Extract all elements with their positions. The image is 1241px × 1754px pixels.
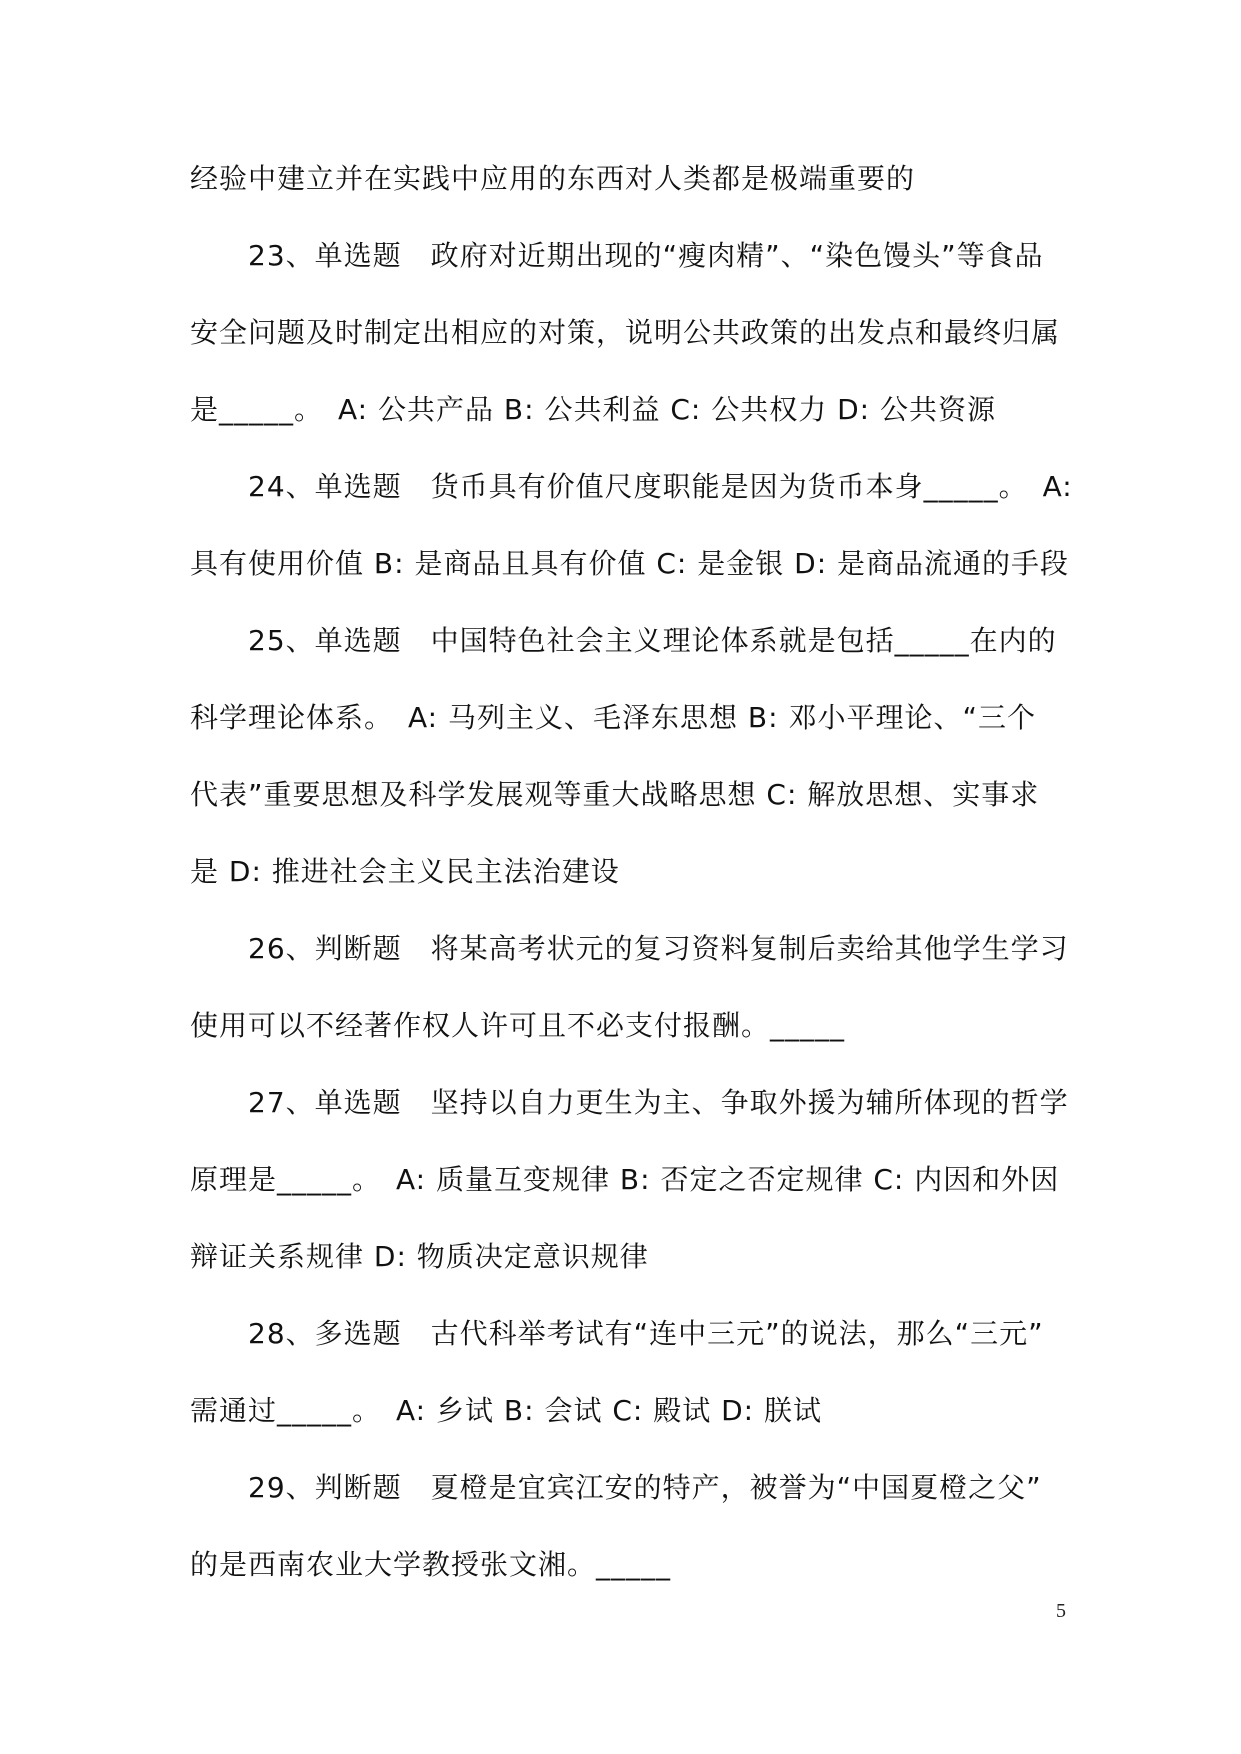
text-line: 辩证关系规律 D: 物质决定意识规律: [190, 1240, 649, 1273]
text-line: 代表”重要思想及科学发展观等重大战略思想 C: 解放思想、实事求: [190, 778, 1040, 811]
question-24-line: 24、单选题 货币具有价值尺度职能是因为货币本身_____。 A:: [248, 470, 1073, 503]
question-29-line: 29、判断题 夏橙是宜宾江安的特产，被誉为“中国夏橙之父”: [248, 1471, 1042, 1504]
text-line: 使用可以不经著作权人许可且不必支付报酬。_____: [190, 1009, 846, 1042]
page-number: 5: [1056, 1600, 1066, 1622]
text-line: 的是西南农业大学教授张文湘。_____: [190, 1548, 672, 1581]
text-line: 经验中建立并在实践中应用的东西对人类都是极端重要的: [190, 162, 916, 195]
text-line: 科学理论体系。 A: 马列主义、毛泽东思想 B: 邓小平理论、“三个: [190, 701, 1036, 734]
question-28-line: 28、多选题 古代科举考试有“连中三元”的说法，那么“三元”: [248, 1317, 1044, 1350]
text-line: 是 D: 推进社会主义民主法治建设: [190, 855, 620, 888]
text-line: 安全问题及时制定出相应的对策，说明公共政策的出发点和最终归属: [190, 316, 1061, 349]
question-23-line: 23、单选题 政府对近期出现的“瘦肉精”、“染色馒头”等食品: [248, 239, 1044, 272]
question-26-line: 26、判断题 将某高考状元的复习资料复制后卖给其他学生学习: [248, 932, 1069, 965]
question-27-line: 27、单选题 坚持以自力更生为主、争取外援为辅所体现的哲学: [248, 1086, 1069, 1119]
question-25-line: 25、单选题 中国特色社会主义理论体系就是包括_____在内的: [248, 624, 1057, 657]
text-line: 具有使用价值 B: 是商品且具有价值 C: 是金银 D: 是商品流通的手段: [190, 547, 1070, 580]
text-line: 需通过_____。 A: 乡试 B: 会试 C: 殿试 D: 朕试: [190, 1394, 823, 1427]
text-line: 原理是_____。 A: 质量互变规律 B: 否定之否定规律 C: 内因和外因: [190, 1163, 1060, 1196]
document-body: [190, 140, 1073, 1603]
text-line: 是_____。 A: 公共产品 B: 公共利益 C: 公共权力 D: 公共资源: [190, 393, 997, 426]
